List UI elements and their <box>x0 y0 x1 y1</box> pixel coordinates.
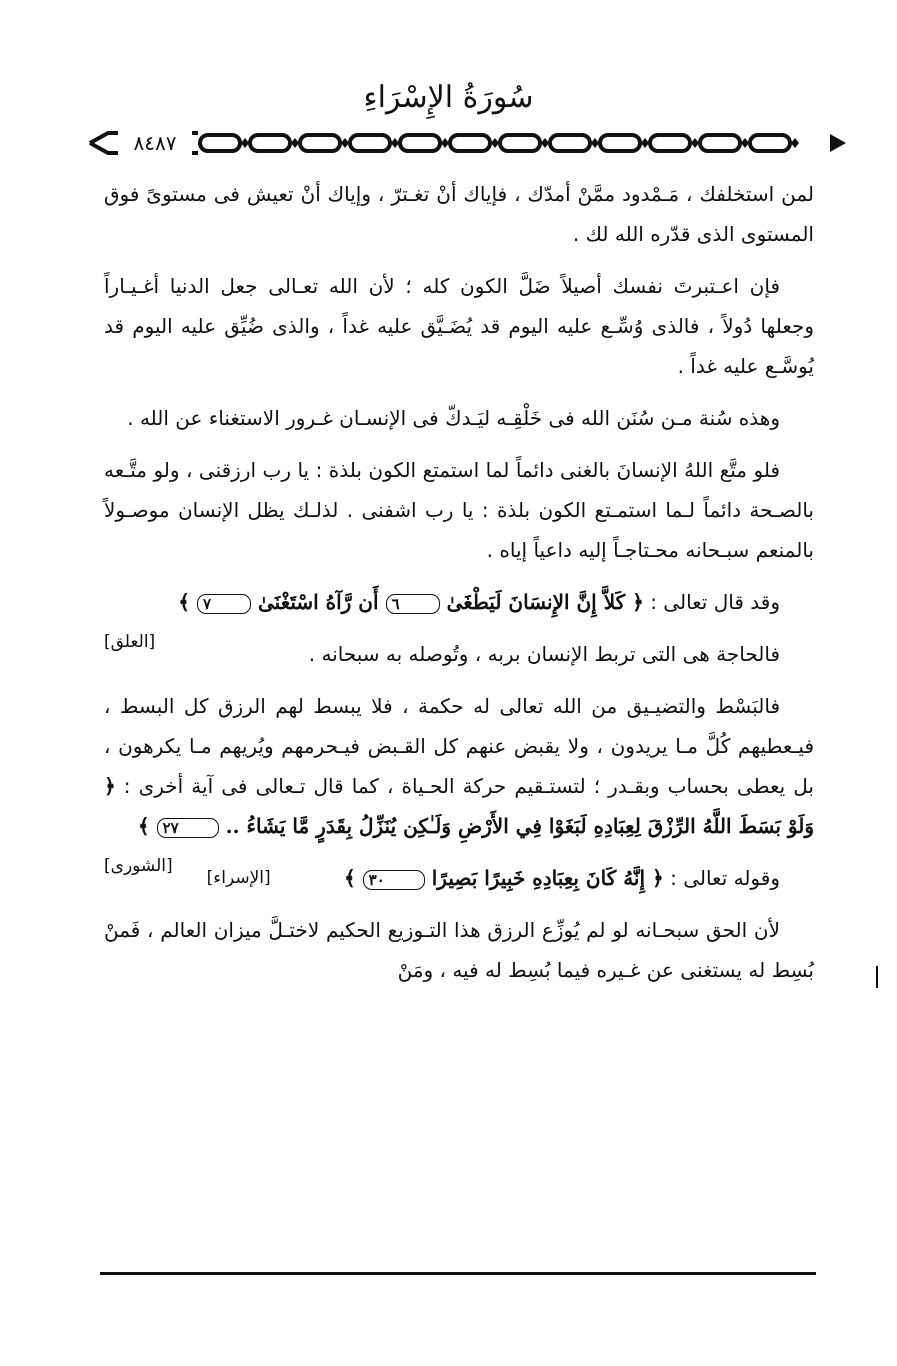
verse-line-alaq <box>104 582 814 652</box>
ayah-number: ٦ <box>386 594 440 614</box>
quran-verse <box>344 866 664 890</box>
surah-reference: [الإسراء] <box>206 868 271 888</box>
paragraph: لأن الحق سبحـانه لو لم يُوزِّع الرزق هذا التـوزيع الحكيم لاختـلَّ ميزان العالم ، فَمنْ بُسِط له يستغنى عن غـيره فيما بُسِط له فيه ، ومَنْ <box>104 918 814 982</box>
footer-rule <box>100 1272 816 1275</box>
verse-intro: وقد قال تعالى : <box>650 590 780 614</box>
ayah-number: ٣٠ <box>363 870 425 890</box>
chain-diamond <box>441 138 449 148</box>
chain-link <box>700 135 740 151</box>
paragraph: فلو متَّع اللهُ الإنسانَ بالغنى دائماً لما استمتع الكون بلذة : يا رب ارزقنى ، ولو متَّـعه بالصـحة دائماً لـما استمـتع الكون بلذة : يا رب اشفنى . لذلـك يظل الإنسان موصـولاً بالمنعم سبـحانه محـتاجـاً إليه داعياً إياه . <box>104 458 814 562</box>
ayah-number: ٧ <box>197 594 251 614</box>
chain-diamond <box>791 138 799 148</box>
chain-diamond <box>491 138 499 148</box>
quran-verse-part: ﴿ كَلاَّ إِنَّ الإِنسَانَ لَيَطْغَىٰ <box>446 590 644 614</box>
margin-mark <box>876 966 878 988</box>
page-number: ٨٤٨٧ <box>118 129 192 157</box>
chain-link <box>300 135 340 151</box>
ayah-number: ٢٧ <box>157 818 219 838</box>
paragraph: وهذه سُنة مـن سُنَن الله فى خَلْقِـه ليَـدكّ فى الإنسـان غـرور الاستغناء عن الله . <box>127 406 780 430</box>
paragraph: فإن اعـتبرتَ نفسك أصيلاً ضَلَّ الكون كله ؛ لأن الله تعـالى جعل الدنيا أغـيـاراً وجعلها دُولاً ، فالذى وُسِّـع عليه اليوم قد يُضَـيَّق عليه غداً ، والذى ضُيِّق عليه اليوم قد يُوسَّـع عليه غداً . <box>104 274 814 378</box>
chain-link <box>450 135 490 151</box>
paragraph: لمن استخلفك ، مَـمْدود ممَّنْ أمدّك ، فإياك أنْ تغـترّ ، وإياك أنْ تعيش فى مستوىً فوق المستوى الذى قدّره الله لك . <box>104 182 814 246</box>
chain-diamond <box>391 138 399 148</box>
paragraph: فالحاجة هى التى تربط الإنسان بربه ، وتُوصله به سبحانه . <box>308 642 780 666</box>
chain-link <box>350 135 390 151</box>
surah-title: سُورَةُ الإِسْرَاءِ <box>363 80 534 115</box>
chain-diamond <box>691 138 699 148</box>
verse-intro: وقوله تعالى : <box>670 866 780 890</box>
chain-link <box>400 135 440 151</box>
body-text <box>104 174 814 1002</box>
chain-link <box>600 135 640 151</box>
paragraph-with-verse <box>104 686 814 876</box>
surah-reference: [الشورى] <box>104 856 173 876</box>
quran-verse-part: ﴿ وَلَوْ بَسَطَ اللَّهُ الرِّزْقَ لِعِبَادِهِ لَبَغَوْا فِي الأَرْضِ وَلَـٰكِن يُنَزِّلُ بِقَدَرٍ مَّا يَشَاءُ .. <box>104 774 814 838</box>
chain-link <box>750 135 790 151</box>
quran-bracket: ﴾ <box>137 814 150 838</box>
paragraph-text: فالبَسْط والتضيـيق من الله تعالى له حكمة ، فلا يبسط لهم الرزق كل البسط ، فيـعطيهم كُلَّ مـا يريدون ، ولا يقبض عنهم كل القـبض فيـحرمهم ويُريهم مـا يكرهون ، بل يعطى بحساب وبقـدر ؛ لتستـقيم حركة الحـياة ، كما قال تـعالى فى آية أخرى : <box>104 694 814 798</box>
chain-diamond <box>641 138 649 148</box>
verse-line-isra <box>104 858 814 898</box>
surah-reference: [العلق] <box>104 632 156 652</box>
chain-diamond <box>241 138 249 148</box>
chain-link <box>200 135 240 151</box>
chain-diamond <box>541 138 549 148</box>
chain-diamond <box>591 138 599 148</box>
quran-verse <box>178 590 644 614</box>
quran-bracket: ﴾ <box>178 590 190 614</box>
chain-link <box>250 135 290 151</box>
chain-link <box>650 135 690 151</box>
decorative-chain-border <box>88 130 848 156</box>
chain-link <box>550 135 590 151</box>
chain-diamond <box>291 138 299 148</box>
quran-verse-part: أَن رَّآهُ اسْتَغْنَىٰ <box>257 590 379 614</box>
chain-diamond <box>741 138 749 148</box>
chain-link <box>500 135 540 151</box>
chain-diamond <box>341 138 349 148</box>
quran-bracket: ﴾ <box>343 866 356 890</box>
quran-verse-part: ﴿ إِنَّهُ كَانَ بِعِبَادِهِ خَبِيرًا بَصِيرًا <box>431 866 664 890</box>
